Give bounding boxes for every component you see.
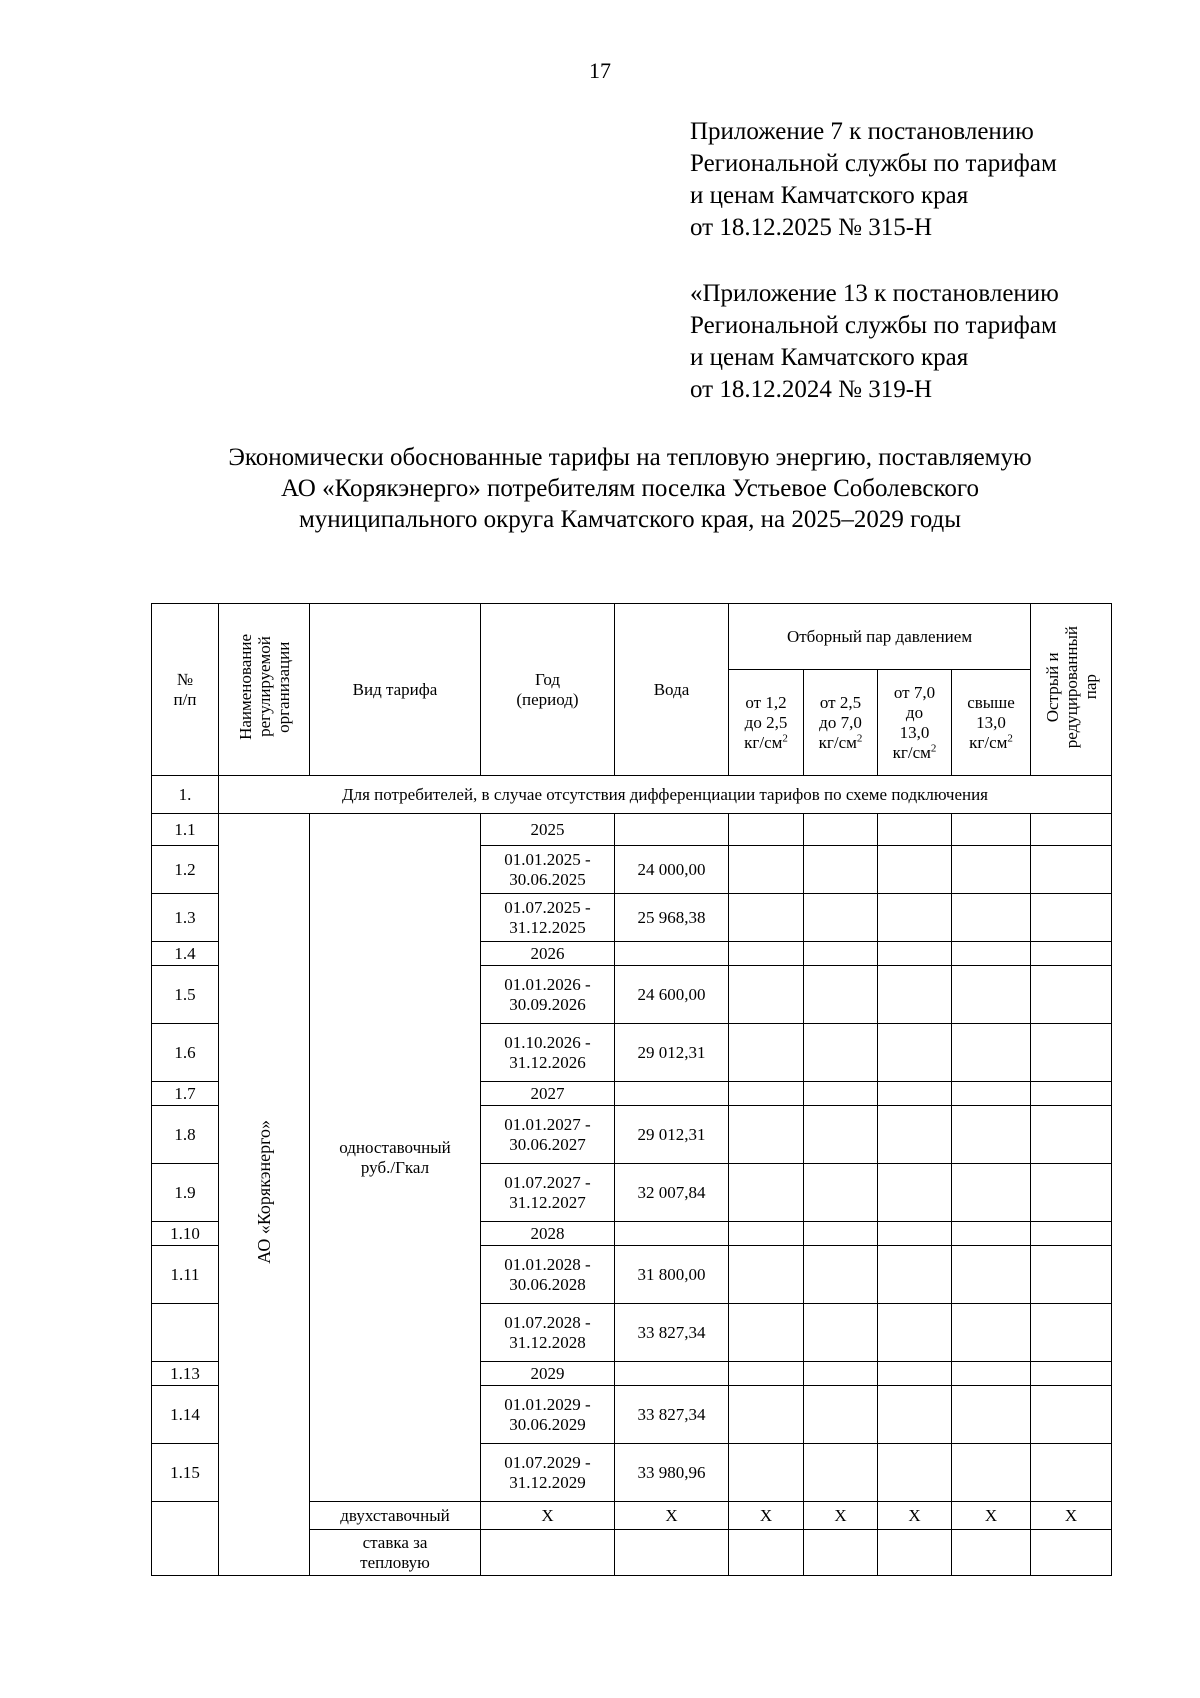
row-num: 1.5 (152, 966, 219, 1024)
header-org (219, 604, 310, 776)
appendix-line: «Приложение 13 к постановлению (690, 280, 1059, 307)
empty-cell (878, 1082, 952, 1106)
empty-cell (729, 1222, 804, 1246)
empty-cell (804, 1530, 878, 1576)
water-cell (615, 942, 729, 966)
empty-cell (952, 1024, 1031, 1082)
period-cell: 01.07.2025 - 31.12.2025 (481, 894, 615, 942)
period-cell: 01.01.2026 - 30.09.2026 (481, 966, 615, 1024)
empty-cell (1031, 1222, 1112, 1246)
header-year: Год (период) (481, 604, 615, 776)
empty-cell (878, 1444, 952, 1502)
header-org-text: Наименование регулируемой организации (235, 634, 293, 740)
row-num (152, 1502, 219, 1576)
empty-cell (804, 1246, 878, 1304)
appendix-line: Региональной службы по тарифам (690, 150, 1057, 177)
x-mark-cell: X (729, 1502, 804, 1530)
empty-cell (878, 1164, 952, 1222)
empty-cell (1031, 1444, 1112, 1502)
water-cell: 33 827,34 (615, 1386, 729, 1444)
row-num: 1.11 (152, 1246, 219, 1304)
header-steam-group: Отборный пар давлением (729, 604, 1031, 670)
empty-cell (1031, 1106, 1112, 1164)
period-cell: 2025 (481, 814, 615, 846)
row-num: 1.13 (152, 1362, 219, 1386)
water-cell (615, 1082, 729, 1106)
appendix-line: Приложение 7 к постановлению (690, 118, 1034, 145)
original-appendix-reference (690, 278, 1059, 406)
empty-cell (804, 1222, 878, 1246)
superscript: 2 (1007, 731, 1013, 744)
x-mark-cell: X (1031, 1502, 1112, 1530)
empty-cell (729, 1530, 804, 1576)
appendix-line: от 18.12.2024 № 319-Н (690, 376, 933, 403)
empty-cell (804, 1024, 878, 1082)
empty-cell (878, 814, 952, 846)
empty-cell (952, 1444, 1031, 1502)
water-cell (615, 1222, 729, 1246)
empty-cell (804, 1386, 878, 1444)
empty-cell (878, 1246, 952, 1304)
empty-cell (729, 1246, 804, 1304)
rate-label: ставка за тепловую (310, 1530, 481, 1576)
header-sharp-steam-text: Острый и редуцированный пар (1042, 625, 1100, 749)
empty-cell (1031, 1082, 1112, 1106)
period-cell: 01.07.2028 - 31.12.2028 (481, 1304, 615, 1362)
period-cell: 2028 (481, 1222, 615, 1246)
period-cell: 01.07.2027 - 31.12.2027 (481, 1164, 615, 1222)
empty-cell (804, 814, 878, 846)
row-num: 1.1 (152, 814, 219, 846)
title-line: муниципального округа Камчатского края, на 2025–2029 годы (298, 506, 962, 533)
empty-cell (729, 894, 804, 942)
appendix-line: и ценам Камчатского края (690, 182, 969, 209)
document-title (150, 442, 1110, 535)
empty-cell (952, 1246, 1031, 1304)
appendix-line: от 18.12.2025 № 315-Н (690, 214, 933, 241)
header-steam-3-text: от 7,0 до 13,0 кг/см (892, 682, 936, 762)
appendix-line: и ценам Камчатского края (690, 344, 969, 371)
row-num: 1.2 (152, 846, 219, 894)
header-water: Вода (615, 604, 729, 776)
empty-cell (804, 1164, 878, 1222)
empty-cell (729, 966, 804, 1024)
header-steam-2-text: от 2,5 до 7,0 кг/см (818, 692, 862, 752)
empty-cell (952, 1082, 1031, 1106)
row-num: 1.4 (152, 942, 219, 966)
empty-cell (1031, 814, 1112, 846)
period-cell: 2026 (481, 942, 615, 966)
empty-cell (729, 1362, 804, 1386)
empty-cell (804, 966, 878, 1024)
empty-cell (1031, 1530, 1112, 1576)
empty-cell (729, 1082, 804, 1106)
empty-cell (729, 1164, 804, 1222)
period-cell: 01.01.2025 - 30.06.2025 (481, 846, 615, 894)
empty-cell (952, 942, 1031, 966)
water-cell (615, 1362, 729, 1386)
tariff-table (151, 603, 1112, 1576)
header-steam-4-text: свыше 13,0 кг/см (967, 692, 1015, 752)
empty-cell (729, 1444, 804, 1502)
empty-cell (878, 1530, 952, 1576)
water-cell (615, 814, 729, 846)
empty-cell (878, 1024, 952, 1082)
row-num: 1.14 (152, 1386, 219, 1444)
empty-cell (878, 1362, 952, 1386)
water-cell: 31 800,00 (615, 1246, 729, 1304)
period-cell: 01.10.2026 - 31.12.2026 (481, 1024, 615, 1082)
x-mark-cell: X (878, 1502, 952, 1530)
superscript: 2 (782, 731, 788, 744)
empty-cell (1031, 966, 1112, 1024)
empty-cell (1031, 1246, 1112, 1304)
empty-cell (729, 1106, 804, 1164)
empty-cell (952, 1164, 1031, 1222)
empty-cell (729, 942, 804, 966)
empty-cell (952, 846, 1031, 894)
empty-cell (952, 1106, 1031, 1164)
empty-cell (804, 1304, 878, 1362)
empty-cell (1031, 894, 1112, 942)
superscript: 2 (856, 731, 863, 744)
x-mark-cell: X (952, 1502, 1031, 1530)
empty-cell (878, 966, 952, 1024)
empty-cell (952, 814, 1031, 846)
x-mark-cell: X (615, 1502, 729, 1530)
table-row (152, 814, 1112, 846)
empty-cell (729, 1304, 804, 1362)
empty-cell (878, 1106, 952, 1164)
header-steam-3 (878, 670, 952, 776)
empty-cell (1031, 846, 1112, 894)
empty-cell (1031, 1164, 1112, 1222)
header-sharp-steam (1031, 604, 1112, 776)
org-name: АО «Корякэнерго» (253, 1120, 274, 1264)
empty-cell (952, 1362, 1031, 1386)
period-cell: 01.01.2027 - 30.06.2027 (481, 1106, 615, 1164)
empty-cell (729, 1386, 804, 1444)
empty-cell (804, 1106, 878, 1164)
tariff-type-cell: одноставочный руб./Гкал (310, 814, 481, 1502)
period-cell: 01.07.2029 - 31.12.2029 (481, 1444, 615, 1502)
section-num: 1. (152, 776, 219, 814)
water-cell: 32 007,84 (615, 1164, 729, 1222)
period-cell: 2029 (481, 1362, 615, 1386)
period-cell: 01.01.2028 - 30.06.2028 (481, 1246, 615, 1304)
empty-cell (804, 1444, 878, 1502)
empty-cell (952, 1304, 1031, 1362)
water-cell: 29 012,31 (615, 1024, 729, 1082)
empty-cell (878, 1386, 952, 1444)
header-steam-2 (804, 670, 878, 776)
superscript: 2 (930, 741, 937, 754)
water-cell: 25 968,38 (615, 894, 729, 942)
empty-cell (952, 966, 1031, 1024)
header-tariff-type: Вид тарифа (310, 604, 481, 776)
row-num: 1.3 (152, 894, 219, 942)
empty-cell (1031, 1304, 1112, 1362)
empty-cell (729, 814, 804, 846)
x-mark-cell: X (804, 1502, 878, 1530)
title-line: АО «Корякэнерго» потребителям поселка Устьевое Соболевского (281, 475, 979, 502)
page-number: 17 (589, 58, 611, 83)
empty-cell (952, 1530, 1031, 1576)
empty-cell (878, 894, 952, 942)
empty-cell (804, 1082, 878, 1106)
empty-cell (878, 846, 952, 894)
row-num: 1.9 (152, 1164, 219, 1222)
empty-cell (952, 1386, 1031, 1444)
org-cell (219, 814, 310, 1576)
empty-cell (729, 1024, 804, 1082)
period-cell: 01.01.2029 - 30.06.2029 (481, 1386, 615, 1444)
empty-cell (878, 1222, 952, 1246)
empty-cell (952, 1222, 1031, 1246)
empty-cell (804, 1362, 878, 1386)
header-steam-4 (952, 670, 1031, 776)
water-cell: 33 827,34 (615, 1304, 729, 1362)
empty-cell (729, 846, 804, 894)
period-cell: 2027 (481, 1082, 615, 1106)
row-num: 1.7 (152, 1082, 219, 1106)
empty-cell (804, 942, 878, 966)
empty-cell (1031, 1024, 1112, 1082)
two-rate-label: двухставочный (310, 1502, 481, 1530)
header-num: № п/п (152, 604, 219, 776)
water-cell: 29 012,31 (615, 1106, 729, 1164)
empty-cell (878, 1304, 952, 1362)
empty-cell (804, 846, 878, 894)
empty-cell (804, 894, 878, 942)
water-cell: 24 000,00 (615, 846, 729, 894)
empty-cell (1031, 942, 1112, 966)
header-steam-1 (729, 670, 804, 776)
empty-cell (952, 894, 1031, 942)
empty-cell (615, 1530, 729, 1576)
row-num: 1.15 (152, 1444, 219, 1502)
appendix-reference (690, 116, 1057, 244)
empty-cell (481, 1530, 615, 1576)
title-line: Экономически обоснованные тарифы на тепловую энергию, поставляемую (228, 444, 1032, 471)
water-cell: 24 600,00 (615, 966, 729, 1024)
header-steam-1-text: от 1,2 до 2,5 кг/см (744, 692, 788, 752)
water-cell: 33 980,96 (615, 1444, 729, 1502)
empty-cell (878, 942, 952, 966)
row-num: 1.8 (152, 1106, 219, 1164)
row-num: 1.10 (152, 1222, 219, 1246)
appendix-line: Региональной службы по тарифам (690, 312, 1057, 339)
x-mark-cell: X (481, 1502, 615, 1530)
section-label: Для потребителей, в случае отсутствия дифференциации тарифов по схеме подключения (219, 776, 1112, 814)
empty-cell (1031, 1362, 1112, 1386)
row-num (152, 1304, 219, 1362)
empty-cell (1031, 1386, 1112, 1444)
row-num: 1.6 (152, 1024, 219, 1082)
